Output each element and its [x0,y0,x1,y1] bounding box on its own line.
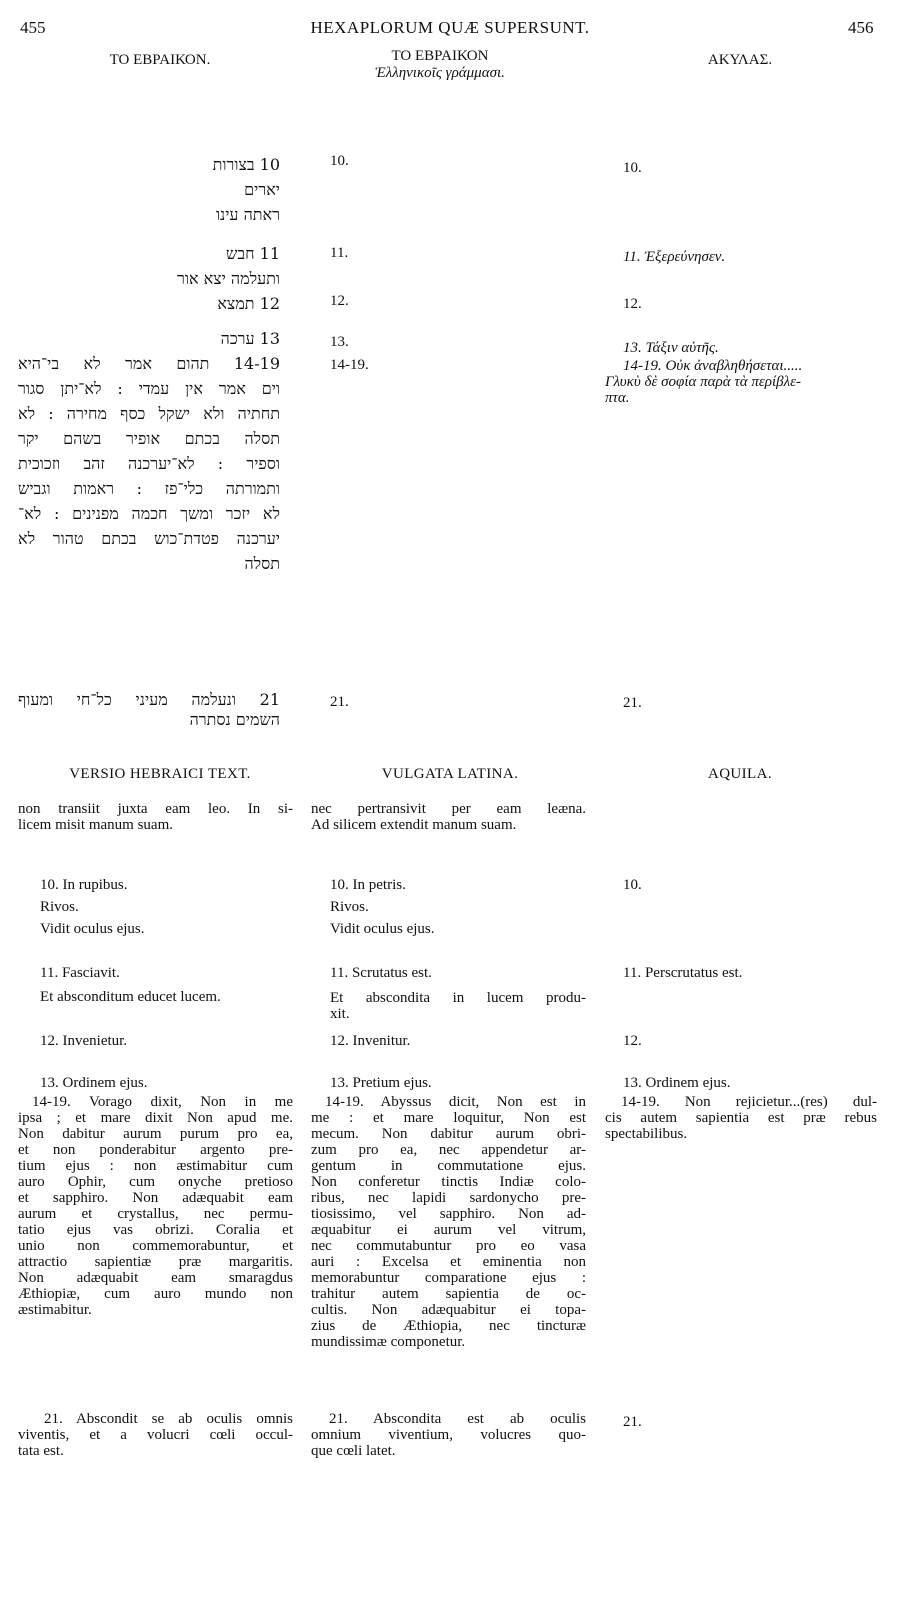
versio-line: 10. In rupibus. [40,877,128,893]
vulgata-line: Vidit oculus ejus. [330,921,435,937]
versio-line: unio non commemorabuntur, et [18,1238,293,1254]
hebrew-line: 21 ונעלמה מעיני כל־חי ומעוף [18,690,280,709]
versio-verse-21 [18,1411,293,1459]
greek-letters-11: 11. [330,245,349,261]
column-heading-hebrew: ΤΟ ΕΒΡΑΙΚΟΝ. [109,52,211,68]
vulgata-line: memorabuntur comparatione ejus : [311,1270,586,1286]
versio-line: æstimabitur. [18,1302,92,1318]
vulgata-verse-11b [330,990,586,1022]
vulgata-line: Et abscondita in lucem produ- [330,990,586,1006]
versio-line: et sapphiro. Non adæquabit eam [18,1190,293,1206]
hebrew-block-10 [60,152,280,227]
aquila-latin-line: 14-19. Non rejicietur...(res) dul- [621,1094,877,1110]
versio-line: aurum et crystallus, nec permu- [18,1206,293,1222]
hebrew-line: ותמורתה כלי־פז : ראמות וגביש [18,479,280,498]
versio-line: auro Ophir, cum onyche pretioso [18,1174,293,1190]
aquila-greek-10: 10. [623,160,642,176]
greek-letters-12: 12. [330,293,349,309]
hebrew-line: יארים [244,180,280,199]
vulgata-line: Non conferetur tinctis Indiæ colo- [311,1174,586,1190]
aquila-greek-line: πτα. [605,390,630,406]
versio-line: licem misit manum suam. [18,817,173,833]
hebrew-line: תסלה בכתם אופיר בשהם יקר [18,429,280,448]
vulgata-line: nec commutabuntur pro eo vasa [311,1238,586,1254]
hebrew-line: וספיר : לא־יערכנה זהב וזכוכית [18,454,280,473]
greek-letters-10: 10. [330,153,349,169]
greek-letters-21: 21. [330,694,349,710]
vulgata-line: Rivos. [330,899,369,915]
section-heading-aquila: AQUILA. [707,766,773,782]
aquila-latin-21: 21. [623,1414,642,1430]
vulgata-line: mundissimæ componetur. [311,1334,466,1350]
aquila-greek-11: 11. Ἐξερεύνησεν. [623,249,726,265]
versio-line: Non adæquabit eam smaragdus [18,1270,293,1286]
aquila-greek-14-19 [605,358,875,406]
versio-line: non transiit juxta eam leo. In si- [18,801,293,817]
column-heading-hebrew-greek-letters-line1: ΤΟ ΕΒΡΑΙΚΟΝ [391,48,489,64]
hebrew-line: 14-19 תהום אמר לא בי־היא [18,354,280,373]
vulgata-line: zius de Æthiopia, nec tincturæ [311,1318,586,1334]
aquila-greek-13: 13. Τάξιν αὐτῆς. [623,340,719,356]
vulgata-line: omnium viventium, volucres quo- [311,1427,586,1443]
aquila-latin-line: cis autem sapientia est præ rebus [605,1110,877,1126]
vulgata-line: gentum in commutatione ejus. [311,1158,586,1174]
versio-line: 21. Abscondit se ab oculis omnis [44,1411,293,1427]
hebrew-line: יערכנה פטדת־כוש בכתם טהור לא [18,529,280,548]
hebrew-line: וים אמר אין עמדי : לא־יתן סגור [18,379,280,398]
versio-line: ipsa ; et mare dixit Non apud me. [18,1110,293,1126]
hebrew-line: 11 חבש [226,244,280,263]
hebrew-block-13-19 [18,326,280,576]
aquila-greek-line: Γλυκὺ δὲ σοφία παρὰ τὰ περίβλε- [605,374,801,390]
vulgata-line: 21. Abscondita est ab oculis [329,1411,586,1427]
hebrew-line: ראתה עינו [215,205,280,224]
versio-line: tatio ejus vas obrizi. Coralia et [18,1222,293,1238]
running-title: HEXAPLORUM QUÆ SUPERSUNT. [310,18,590,37]
hebrew-line: תסלה [244,554,280,573]
versio-line: Et absconditum educet lucem. [40,989,221,1005]
hebrew-line: לא יזכר ומשך חכמה מפנינים : לא־ [18,504,280,523]
versio-line: viventis, et a volucri cœli occul- [18,1427,293,1443]
aquila-greek-21: 21. [623,695,642,711]
vulgata-continuation [311,801,586,833]
versio-verse-12: 12. Invenietur. [40,1033,128,1049]
hebrew-block-21 [18,690,280,730]
vulgata-line: trahitur autem sapientia de oc- [311,1286,586,1302]
column-heading-hebrew-greek-letters [320,48,560,82]
vulgata-line: Ad silicem extendit manum suam. [311,817,517,833]
vulgata-line: ribus, nec lapidi sardonycho pre- [311,1190,586,1206]
aquila-greek-line: 14-19. Οὐκ ἀναβληθήσεται..... [623,358,803,374]
versio-line: 11. Fasciavit. [40,965,120,981]
section-heading-versio: VERSIO HEBRAICI TEXT. [69,766,251,782]
vulgata-line: mecum. Non dabitur aurum obri- [311,1126,586,1142]
greek-letters-13: 13. [330,334,349,350]
aquila-latin-11: 11. Perscrutatus est. [623,965,743,981]
versio-line: Rivos. [40,899,79,915]
versio-line: tata est. [18,1443,64,1459]
versio-continuation [18,801,293,833]
vulgata-verse-12: 12. Invenitur. [330,1033,411,1049]
hebrew-block-11-12 [60,241,280,316]
versio-line: 14-19. Vorago dixit, Non in me [32,1094,293,1110]
greek-letters-14-19: 14-19. [330,357,369,373]
hebrew-line: השמים נסתרה [189,710,280,729]
vulgata-line: xit. [330,1006,350,1022]
aquila-greek-12: 12. [623,296,642,312]
section-heading-vulgata: VULGATA LATINA. [381,766,519,782]
hebrew-line: ותעלמה יצא אור [177,269,280,288]
vulgata-line: me : et mare loquitur, Non est [311,1110,586,1126]
page-number-left: 455 [20,18,46,37]
aquila-latin-10: 10. [623,877,642,893]
vulgata-verse-10 [330,877,435,938]
vulgata-line: cultis. Non adæquabitur ei topa- [311,1302,586,1318]
versio-line: attractio sapientiæ præ margaritis. [18,1254,293,1270]
hebrew-line: תחתיה ולא ישקל כסף מחירה : לא [18,404,280,423]
aquila-latin-12: 12. [623,1033,642,1049]
aquila-latin-14-19 [605,1094,877,1142]
versio-line: et non ponderabitur argento pre- [18,1142,293,1158]
vulgata-verse-13: 13. Pretium ejus. [330,1075,432,1091]
vulgata-verse-11: 11. Scrutatus est. [330,965,432,981]
versio-line: Æthiopiæ, cum auro mundo non [18,1286,293,1302]
hebrew-line: 13 ערכה [220,329,280,348]
versio-verse-11 [40,965,221,1006]
versio-line: Non dabitur aurum purum pro ea, [18,1126,293,1142]
hebrew-line: 10 בצורות [212,155,280,174]
aquila-latin-13: 13. Ordinem ejus. [623,1075,731,1091]
vulgata-line: nec pertransivit per eam leæna. [311,801,586,817]
vulgata-line: que cœli latet. [311,1443,396,1459]
aquila-latin-line: spectabilibus. [605,1126,688,1142]
versio-line: tium ejus : non æstimabitur cum [18,1158,293,1174]
versio-verse-10 [40,877,145,938]
versio-verse-13: 13. Ordinem ejus. [40,1075,148,1091]
vulgata-line: 10. In petris. [330,877,406,893]
hebrew-line: 12 תמצא [217,294,280,313]
column-heading-hebrew-greek-letters-line2: Ἑλληνικοῖς γράμμασι. [375,65,505,81]
page-number-right: 456 [848,18,874,37]
vulgata-line: tiosissimo, vel sapphiro. Non ad- [311,1206,586,1222]
column-heading-aquila-greek: ΑΚΥΛΑΣ. [707,52,773,68]
versio-line: Vidit oculus ejus. [40,921,145,937]
vulgata-line: zum pro ea, nec appendetur ar- [311,1142,586,1158]
vulgata-line: 14-19. Abyssus dicit, Non est in [325,1094,586,1110]
vulgata-line: auri : Excelsa et eminentia non [311,1254,586,1270]
vulgata-verse-14-19 [311,1094,586,1350]
vulgata-line: æquabitur ei aurum vel vitrum, [311,1222,586,1238]
vulgata-verse-21 [311,1411,586,1459]
versio-verse-14-19 [18,1094,293,1318]
